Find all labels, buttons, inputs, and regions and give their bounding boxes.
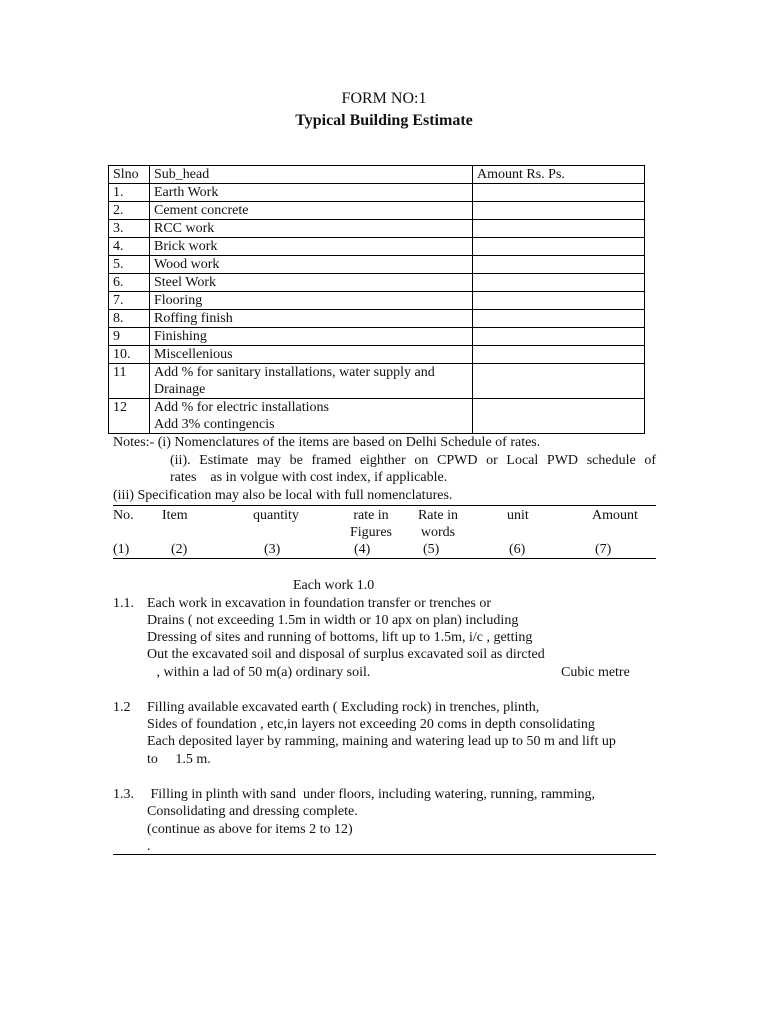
table-row	[109, 274, 645, 292]
col-rate-words-line2: words	[420, 525, 456, 540]
row-amount-cell	[473, 399, 645, 434]
row-amount-cell	[473, 220, 645, 238]
row-sub-head-line: Cement concrete	[154, 203, 249, 218]
item-1-3-line-3: (continue as above for items 2 to 12)	[147, 822, 353, 837]
item-1-3-line-4: .	[147, 839, 151, 854]
table-row	[109, 202, 645, 220]
row-amount-cell	[473, 346, 645, 364]
col-num-4: (4)	[354, 542, 371, 557]
col-rate-words-line1: Rate in	[417, 508, 459, 523]
col-num-2: (2)	[171, 542, 188, 557]
item-1-2-line-4: to 1.5 m.	[147, 752, 211, 767]
row-amount-cell	[473, 202, 645, 220]
row-sub-head-line: RCC work	[154, 221, 215, 236]
row-slno: 4.	[109, 238, 150, 256]
item-1-1-unit: Cubic metre	[561, 665, 630, 680]
table-row	[109, 238, 645, 256]
row-slno: 1.	[109, 184, 150, 202]
col-quantity: quantity	[253, 508, 299, 523]
form-number: FORM NO:1	[341, 90, 427, 107]
table-row	[109, 328, 645, 346]
item-1-1-line-3: Dressing of sites and running of bottoms, lift up to 1.5m, i/c , getting	[147, 630, 533, 645]
estimate-table	[108, 165, 645, 434]
row-sub-head-line: Add 3% contingencis	[154, 417, 275, 432]
row-slno: 12	[109, 399, 150, 434]
row-sub-head	[150, 238, 473, 256]
form-title: Typical Building Estimate	[295, 112, 473, 129]
row-sub-head-line: Wood work	[154, 257, 220, 272]
header-sub-head: Sub_head	[150, 166, 473, 184]
row-slno: 5.	[109, 256, 150, 274]
table-row	[109, 184, 645, 202]
table-header-row	[109, 166, 645, 184]
row-sub-head	[150, 184, 473, 202]
note-4: (iii) Specification may also be local with full nomenclatures.	[113, 488, 453, 503]
table-row	[109, 399, 645, 434]
note-1: Notes:- (i) Nomenclatures of the items are based on Delhi Schedule of rates.	[113, 435, 541, 450]
row-slno: 8.	[109, 310, 150, 328]
row-sub-head-line: Steel Work	[154, 275, 216, 290]
table-row	[109, 292, 645, 310]
row-slno: 11	[109, 364, 150, 399]
item-1-1-number: 1.1.	[113, 596, 134, 611]
col-num-7: (7)	[595, 542, 612, 557]
row-amount-cell	[473, 328, 645, 346]
row-slno: 7.	[109, 292, 150, 310]
table-row	[109, 256, 645, 274]
col-unit: unit	[507, 508, 529, 523]
row-sub-head-line: Finishing	[154, 329, 207, 344]
row-sub-head-line: Earth Work	[154, 185, 219, 200]
item-1-2-number: 1.2	[113, 700, 131, 715]
row-slno: 10.	[109, 346, 150, 364]
table-row	[109, 220, 645, 238]
col-num-6: (6)	[509, 542, 526, 557]
row-sub-head	[150, 220, 473, 238]
row-amount-cell	[473, 292, 645, 310]
col-item: Item	[162, 508, 188, 523]
row-sub-head	[150, 310, 473, 328]
row-sub-head	[150, 202, 473, 220]
col-rate-words	[410, 507, 466, 541]
item-1-3-line-1: Filling in plinth with sand under floors, including watering, running, ramming,	[147, 787, 595, 802]
row-sub-head-line: Add % for sanitary installations, water supply and	[154, 365, 435, 380]
row-sub-head-line: Roffing finish	[154, 311, 233, 326]
header-amount: Amount Rs. Ps.	[473, 166, 645, 184]
item-1-3-number: 1.3.	[113, 787, 134, 802]
row-slno: 3.	[109, 220, 150, 238]
row-amount-cell	[473, 238, 645, 256]
row-sub-head-line: Miscellenious	[154, 347, 233, 362]
row-sub-head	[150, 256, 473, 274]
table-row	[109, 346, 645, 364]
item-1-2-line-3: Each deposited layer by ramming, maining and watering lead up to 50 m and lift up	[147, 734, 616, 749]
row-sub-head	[150, 292, 473, 310]
row-sub-head-line: Drainage	[154, 382, 206, 397]
item-1-1-line-2: Drains ( not exceeding 1.5m in width or 10 apx on plan) including	[147, 613, 519, 628]
col-num-5: (5)	[423, 542, 440, 557]
note-3: rates as in volgue with cost index, if applicable.	[170, 470, 448, 485]
row-slno: 6.	[109, 274, 150, 292]
row-amount-cell	[473, 256, 645, 274]
row-amount-cell	[473, 274, 645, 292]
row-sub-head	[150, 328, 473, 346]
col-rate-figures-line2: Figures	[350, 525, 392, 540]
row-sub-head-line: Add % for electric installations	[154, 400, 329, 415]
item-1-1-line-5: , within a lad of 50 m(a) ordinary soil.	[153, 665, 371, 680]
item-1-3-line-2: Consolidating and dressing complete.	[147, 804, 358, 819]
col-amount: Amount	[592, 508, 638, 523]
rule-top	[113, 505, 656, 506]
work-heading: Each work 1.0	[293, 578, 375, 593]
item-1-2-line-2: Sides of foundation , etc,in layers not exceeding 20 coms in depth consolidating	[147, 717, 595, 732]
row-amount-cell	[473, 364, 645, 399]
col-no: No.	[113, 508, 134, 523]
row-sub-head-line: Brick work	[154, 239, 218, 254]
rule-bottom	[113, 854, 656, 855]
row-amount-cell	[473, 184, 645, 202]
item-1-2-line-1: Filling available excavated earth ( Excluding rock) in trenches, plinth,	[147, 700, 540, 715]
col-num-3: (3)	[264, 542, 281, 557]
item-1-1-line-1: Each work in excavation in foundation transfer or trenches or	[147, 596, 492, 611]
col-rate-figures	[342, 507, 400, 541]
row-sub-head	[150, 346, 473, 364]
row-slno: 2.	[109, 202, 150, 220]
table-row	[109, 364, 645, 399]
item-1-1-line-4: Out the excavated soil and disposal of surplus excavated soil as dircted	[147, 647, 545, 662]
note-2: (ii). Estimate may be framed eighther on CPWD or Local PWD schedule of	[170, 453, 656, 468]
row-amount-cell	[473, 310, 645, 328]
row-sub-head	[150, 364, 473, 399]
row-sub-head-line: Flooring	[154, 293, 203, 308]
rule-mid	[113, 558, 656, 559]
table-row	[109, 310, 645, 328]
col-num-1: (1)	[113, 542, 130, 557]
row-sub-head	[150, 399, 473, 434]
col-rate-figures-line1: rate in	[353, 508, 389, 523]
row-sub-head	[150, 274, 473, 292]
row-slno: 9	[109, 328, 150, 346]
header-slno: Slno	[109, 166, 150, 184]
